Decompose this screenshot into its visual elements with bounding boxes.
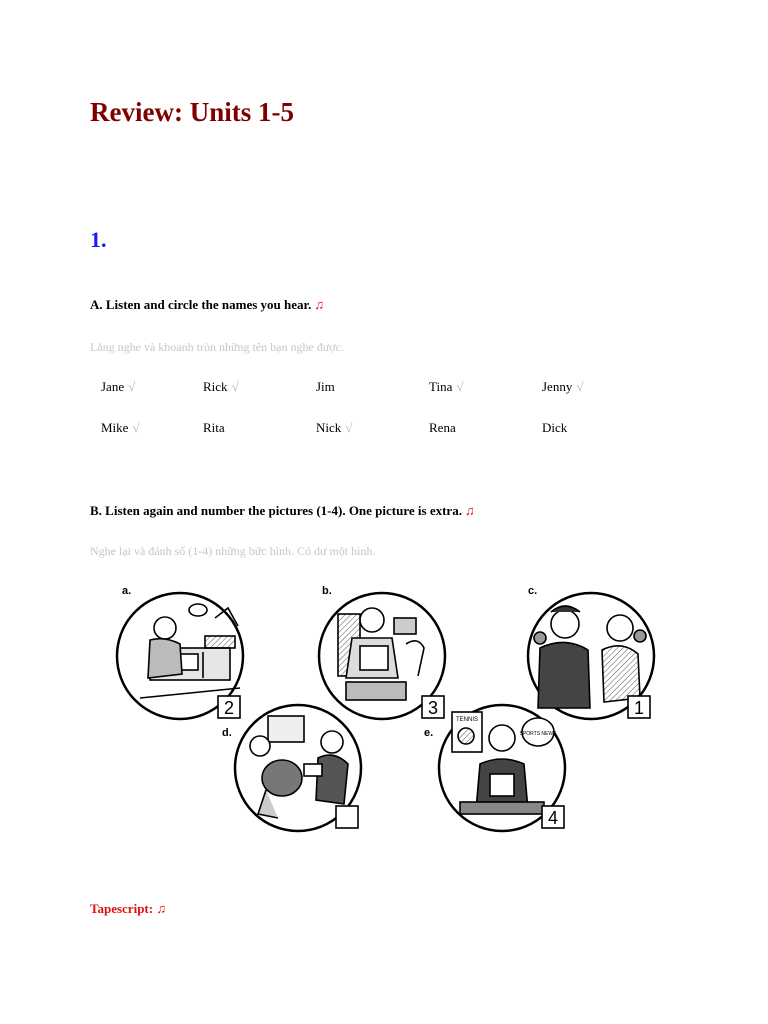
picture-c [528,585,654,719]
check-mark: √ [576,379,584,394]
tennis-sign-text: TENNIS [455,717,479,723]
audio-note-icon[interactable]: ♫ [156,901,167,916]
section-number: 1. [90,227,107,252]
name-label: Tina [429,379,453,394]
part-a-translation: Lắng nghe và khoanh tròn những tên bạn nghe được. [90,340,344,354]
name-item[interactable] [316,419,352,437]
name-label: Mike [101,420,129,435]
name-item[interactable] [101,419,140,437]
sports-news-sign-text: SPORTS NEWS [519,731,557,737]
name-label: Nick [316,420,342,435]
answer-number: 3 [427,698,439,718]
check-mark: √ [231,379,239,394]
part-b-translation: Nghe lại và đánh số (1-4) những bức hình. Có dư một hình. [90,544,376,558]
name-label: Rena [429,420,456,435]
name-item[interactable] [542,378,583,396]
names-row-2 [101,419,661,437]
part-b-instruction: B. Listen again and number the pictures (1-4). One picture is extra. [90,503,462,518]
check-mark: √ [456,379,464,394]
part-a-instruction: A. Listen and circle the names you hear. [90,297,312,312]
part-a-instruction-line [90,296,324,314]
picture-b [319,585,445,719]
picture-label: a. [122,585,132,597]
tapescript-heading [90,900,166,918]
name-item[interactable] [429,419,460,437]
picture-label: c. [528,585,538,597]
answer-number: 4 [547,808,559,828]
picture-a [117,585,243,719]
picture-label: d. [222,727,232,739]
name-item[interactable] [316,378,339,396]
picture-d [222,705,361,831]
audio-note-icon[interactable]: ♫ [314,297,325,312]
name-label: Rick [203,379,228,394]
tapescript-label: Tapescript: [90,901,154,916]
names-row-1 [101,378,661,396]
name-label: Jane [101,379,125,394]
picture-e [424,705,565,831]
check-mark: √ [132,420,140,435]
answer-number: 1 [633,698,645,718]
pictures-figure [110,578,660,838]
name-label: Jim [316,379,335,394]
name-item[interactable] [429,378,464,396]
name-label: Dick [542,420,568,435]
check-mark: √ [128,379,136,394]
name-item[interactable] [203,378,239,396]
audio-note-icon[interactable]: ♫ [464,503,475,518]
answer-number: 2 [223,698,235,718]
name-item[interactable] [542,419,571,437]
check-mark: √ [345,420,353,435]
page-title: Review: Units 1-5 [90,97,294,127]
picture-label: b. [322,585,332,597]
name-label: Rita [203,420,225,435]
picture-label: e. [424,727,434,739]
part-b-instruction-line [90,502,475,520]
name-item[interactable] [203,419,229,437]
name-item[interactable] [101,378,135,396]
name-label: Jenny [542,379,573,394]
